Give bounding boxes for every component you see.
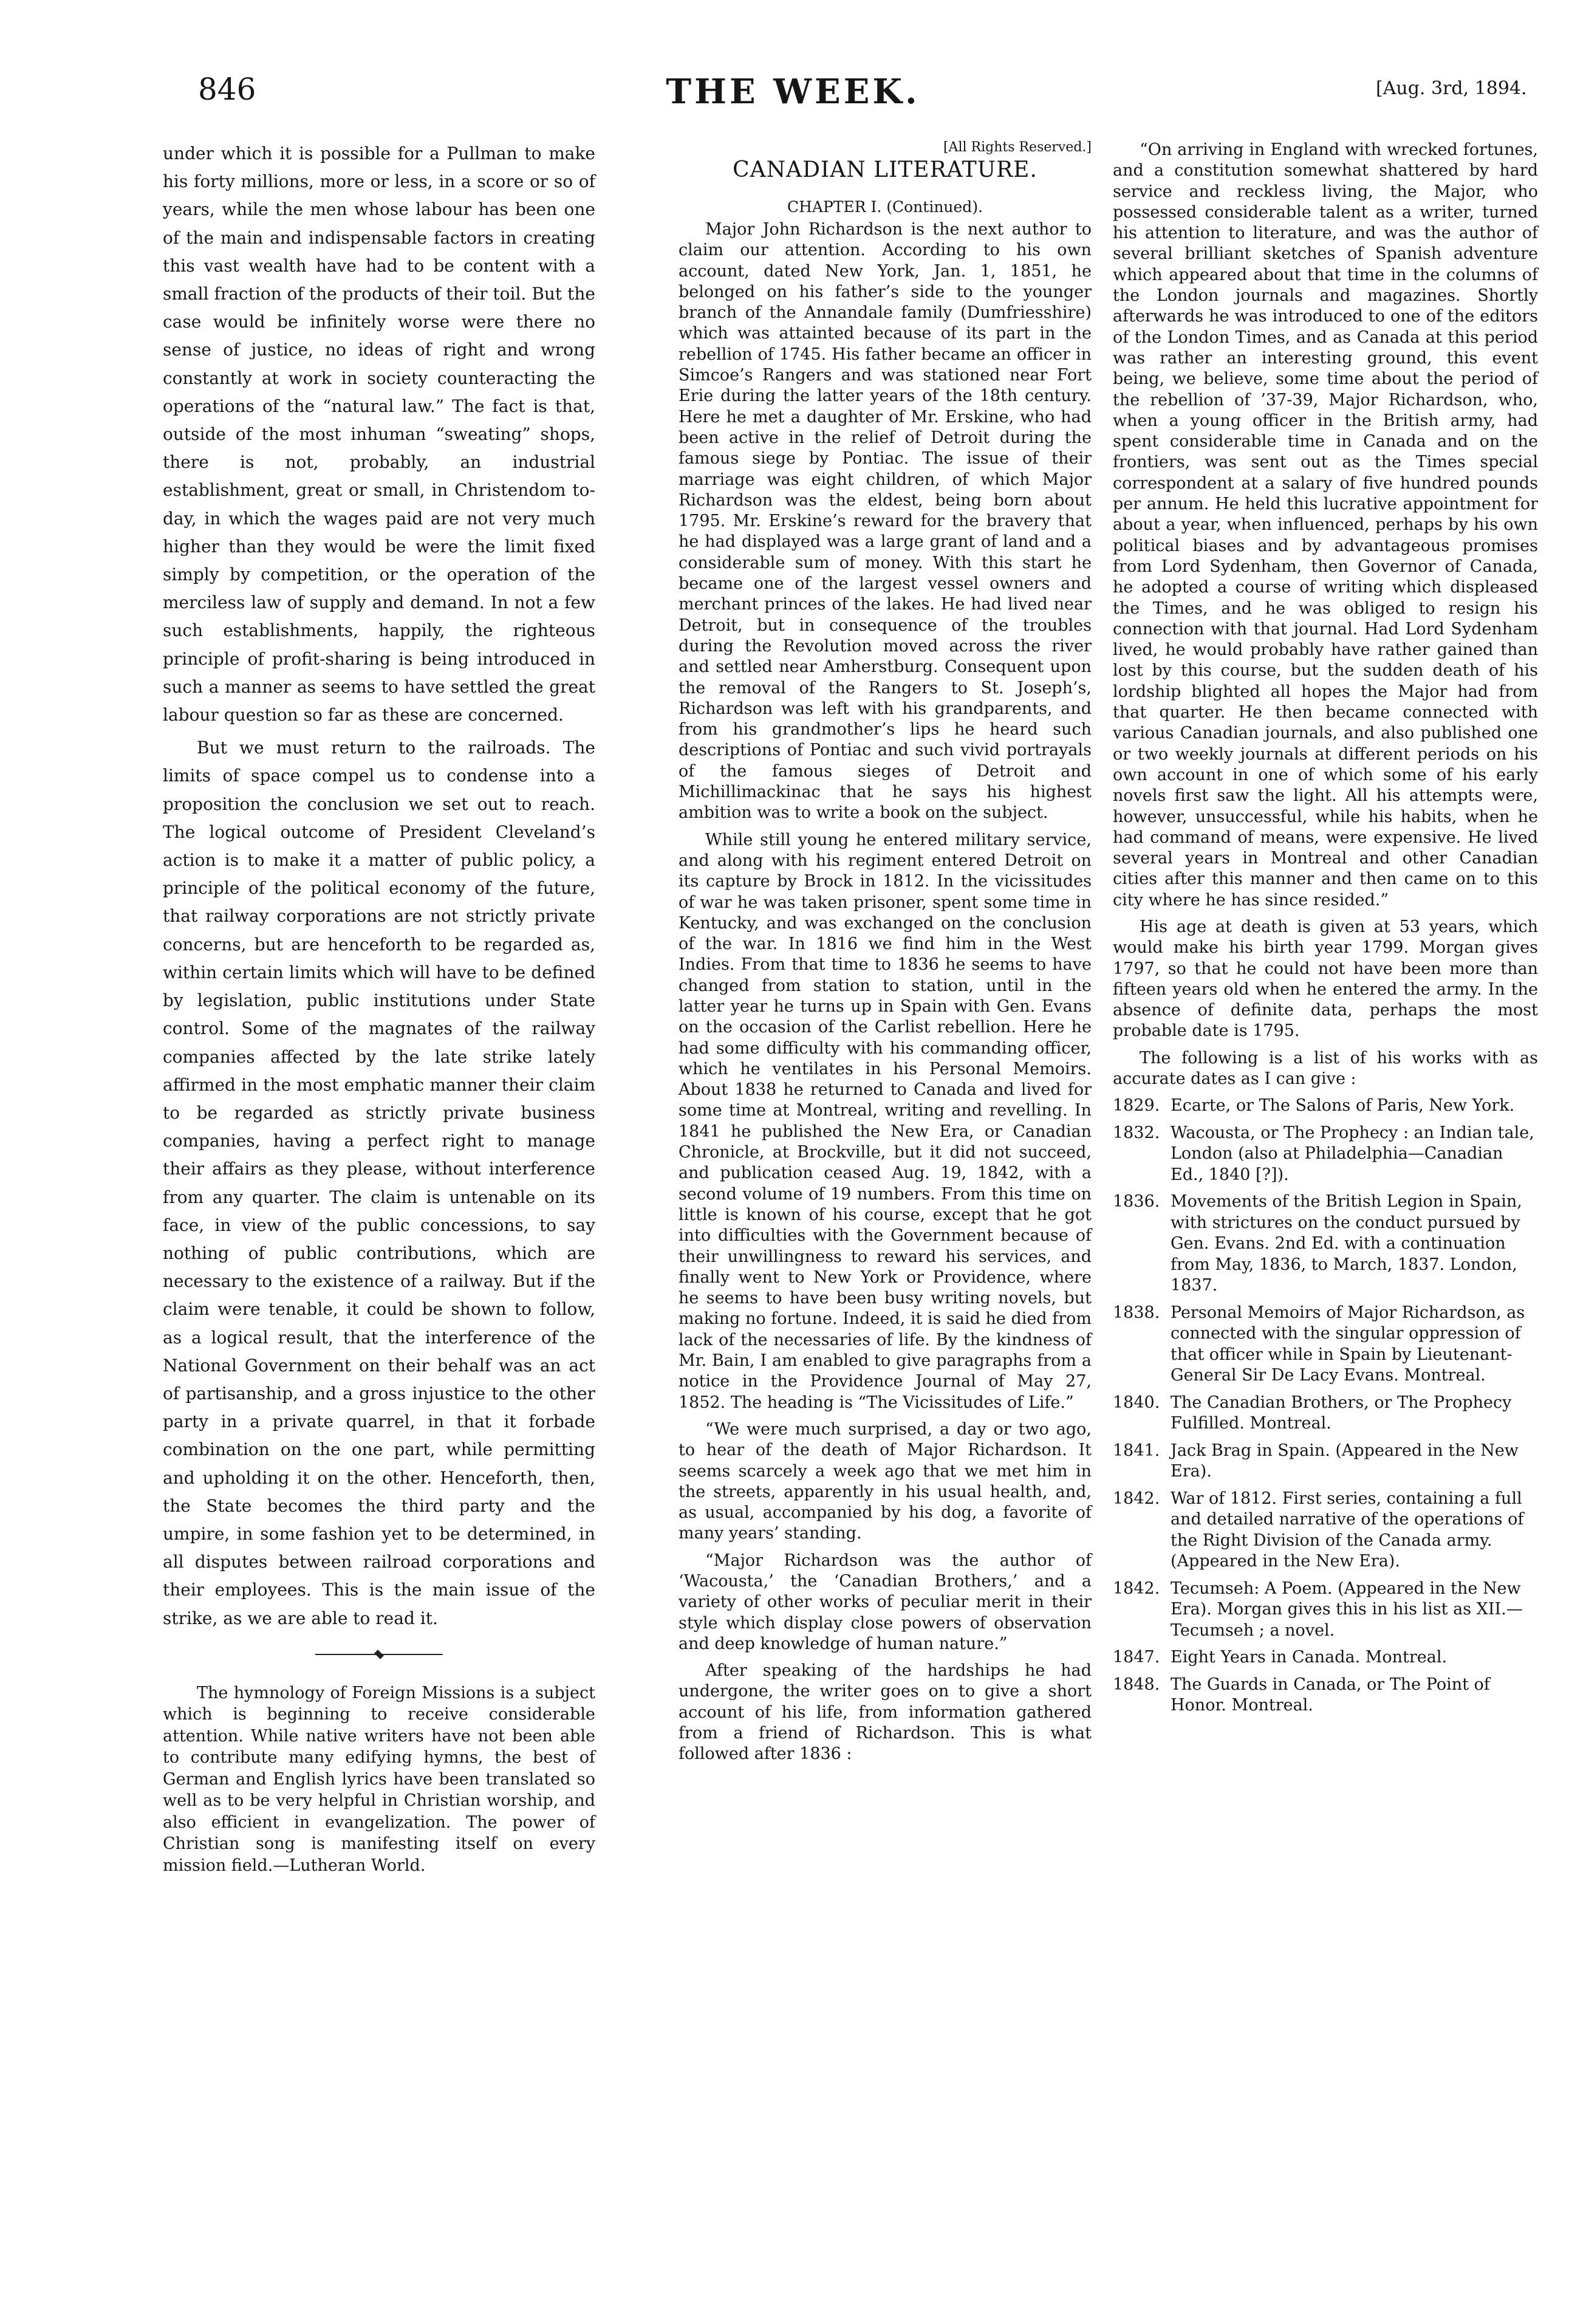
list-item bbox=[1113, 1647, 1538, 1668]
work-year: 1841. bbox=[1113, 1441, 1160, 1460]
work-year: 1842. bbox=[1113, 1489, 1160, 1508]
work-year: 1836. bbox=[1113, 1192, 1160, 1212]
work-title: Eight Years in Canada. Montreal. bbox=[1171, 1648, 1448, 1667]
work-year: 1840. bbox=[1113, 1393, 1160, 1412]
work-year: 1832. bbox=[1113, 1123, 1160, 1142]
col2-paragraph-3: “We were much surprised, a day or two ago, to hear of the death of Major Richardson. It seems scarcely a week ago that we met him in the streets, apparently in his usual health, and, as usual, accompanied by his dog, a favorite of many years’ standing. bbox=[678, 1419, 1092, 1543]
work-year: 1847. bbox=[1113, 1648, 1160, 1667]
work-title: Wacousta, or The Prophecy : an Indian tale, London (also at Philadelphia—Canadian Ed., 1840 [?]). bbox=[1171, 1123, 1534, 1184]
col2-paragraph-2: While still young he entered military service, and along with his regiment entered Detroit on its capture by Brock in 1812. In the vicissitudes of war he was taken prisoner, spent some time in Kentucky, and was exchanged on the conclusion of the war. In 1816 we find him in the West Indies. From that time to 1836 he seems to have changed from station to station, until in the latter year he turns up in Spain with Gen. Evans on the occasion of the Carlist rebellion. Here he had some difficulty with his commanding officer, which he ventilates in his Personal Memoirs. About 1838 he returned to Canada and lived for some time at Montreal, writing and revelling. In 1841 he published the New Era, or Canadian Chronicle, at Brockville, but it did not succeed, and publication ceased Aug. 19, 1842, with a second volume of 19 numbers. From this time on little is known of his course, except that he got into difficulties with the Government because of their unwillingness to reward his services, and finally went to New York or Providence, where he seems to have been busy writing novels, but making no fortune. Indeed, it is said he died from lack of the necessaries of life. By the kindness of Mr. Bain, I am enabled to give paragraphs from a notice in the Providence Journal of May 27, 1852. The heading is “The Vicissitudes of Life.” bbox=[678, 830, 1092, 1412]
list-item bbox=[1113, 1489, 1538, 1572]
work-year: 1842. bbox=[1113, 1578, 1160, 1598]
column-1 bbox=[163, 140, 595, 2300]
column-3 bbox=[1113, 140, 1538, 2300]
list-item bbox=[1113, 1674, 1538, 1716]
col1-paragraph-2: But we must return to the railroads. The limits of space compel us to condense into a proposition the conclusion we set out to reach. The logical outcome of President Cleveland’s action is to make it a matter of public policy, a principle of the political economy of the future, that railway corporations are not strictly private concerns, but are henceforth to be regarded as, within certain limits which will have to be defined by legislation, public institutions under State control. Some of the magnates of the railway companies affected by the late strike lately affirmed in the most emphatic manner their claim to be regarded as strictly private business companies, having a perfect right to manage their affairs as they please, without interference from any quarter. The claim is untenable on its face, in view of the public concessions, to say nothing of public contributions, which are necessary to the existence of a railway. But if the claim were tenable, it could be shown to follow, as a logical result, that the interference of the National Government on their behalf was an act of partisanship, and a gross injustice to the other party in a private quarrel, in that it forbade combination on the one part, while permitting and upholding it on the other. Henceforth, then, the State becomes the third party and the umpire, in some fashion yet to be determined, in all disputes between railroad corporations and their employees. This is the main issue of the strike, as we are able to read it. bbox=[163, 738, 595, 1628]
list-item bbox=[1113, 1191, 1538, 1297]
rights-notice: [All Rights Reserved.] bbox=[943, 140, 1092, 155]
work-year: 1838. bbox=[1113, 1303, 1160, 1322]
work-year: 1848. bbox=[1113, 1674, 1160, 1694]
column-2 bbox=[678, 140, 1092, 2300]
list-item bbox=[1113, 1095, 1538, 1117]
masthead bbox=[0, 72, 1586, 126]
list-item bbox=[1113, 1578, 1538, 1642]
section-divider-ornament bbox=[315, 1651, 443, 1658]
work-title: Jack Brag in Spain. (Appeared in the New Era). bbox=[1171, 1441, 1519, 1481]
issue-date: [Aug. 3rd, 1894. bbox=[1376, 78, 1527, 99]
work-title: Personal Memoirs of Major Richardson, as connected with the singular oppression of that officer while in Spain by Lieutenant-General Sir De Lacy Evans. Montreal. bbox=[1171, 1303, 1525, 1385]
list-item bbox=[1113, 1441, 1538, 1482]
work-title: Movements of the British Legion in Spain, with strictures on the conduct pursued by Gen. Evans. 2nd Ed. with a continuation from May, 1836, to March, 1837. London, 1837. bbox=[1171, 1192, 1522, 1295]
works-list bbox=[1113, 1095, 1538, 1716]
work-title: Ecarte, or The Salons of Paris, New York. bbox=[1171, 1096, 1515, 1116]
col3-paragraph-1: “On arriving in England with wrecked fortunes, and a constitution somewhat shattered by hard service and reckless living, the Major, who possessed considerable talent as a writer, turned his attention to literature, and was the author of several brilliant sketches of Spanish adventure which appeared about that time in the columns of the London journals and magazines. Shortly afterwards he was introduced to one of the editors of the London Times, and as Canada at this period was rather an interesting ground, this event being, we believe, some time about the period of the rebellion of ’37-39, Major Richardson, who, when a young officer in the British army, had spent considerable time in Canada and on the frontiers, was sent out as the Times special correspondent at a salary of five hundred pounds per annum. He held this lucrative appointment for about a year, when influenced, perhaps by his own political biases and by advantageous promises from Lord Sydenham, then Governor of Canada, he adopted a course of writing which displeased the Times, and he was obliged to resign his connection with that journal. Had Lord Sydenham lived, he would probably have rather gained than lost by this course, but the sudden death of his lordship blighted all hopes the Major had from that quarter. He then became connected with various Canadian journals, and also published one or two weekly journals at different periods on his own account in one of which some of his early novels first saw the light. All his attempts were, however, unsuccessful, while his habits, when he had command of means, were expensive. He lived several years in Montreal and other Canadian cities after this manner and then came on to this city where he has since resided.” bbox=[1113, 140, 1538, 910]
list-item bbox=[1113, 1393, 1538, 1435]
col1-paragraph-1: under which it is possible for a Pullman to make his forty millions, more or less, in a score or so of years, while the men whose labour has been one of the main and indispensable factors in creating this vast wealth have had to be content with a small fraction of the products of their toil. But the case would be infinitely worse were there no sense of justice, no ideas of right and wrong constantly at work in society counteracting the operations of the “natural law.” The fact is that, outside of the most inhuman “sweating” shops, there is not, probably, an industrial establishment, great or small, in Christendom to-day, in which the wages paid are not very much higher than they would be were the limit fixed simply by competition, or the operation of the merciless law of supply and demand. In not a few such establishments, happily, the righteous principle of profit-sharing is being introduced in such a manner as seems to have settled the great labour question so far as these are concerned. bbox=[163, 143, 595, 725]
page-number: 846 bbox=[198, 72, 256, 107]
missions-paragraph: The hymnology of Foreign Missions is a subject which is beginning to receive considerable attention. While native writers have not been able to contribute many edifying hymns, the best of German and English lyrics have been translated so well as to be very helpful in Christian worship, and also efficient in evangelization. The power of Christian song is manifesting itself on every mission field.—Lutheran World. bbox=[163, 1683, 595, 1875]
work-title: The Guards in Canada, or The Point of Honor. Montreal. bbox=[1171, 1674, 1490, 1715]
col3-paragraph-3: The following is a list of his works with as accurate dates as I can give : bbox=[1113, 1048, 1538, 1089]
section-title: CANADIAN LITERATURE. bbox=[733, 157, 1037, 182]
work-year: 1829. bbox=[1113, 1096, 1160, 1116]
col2-paragraph-5: After speaking of the hardships he had undergone, the writer goes on to give a short account of his life, from information gathered from a friend of Richardson. This is what followed after 1836 : bbox=[678, 1661, 1092, 1764]
col2-paragraph-4: “Major Richardson was the author of ‘Wacousta,’ the ‘Canadian Brothers,’ and a variety of other works of peculiar merit in their style which display close powers of observation and deep knowledge of human nature.” bbox=[678, 1551, 1092, 1653]
col2-paragraph-1: Major John Richardson is the next author to claim our attention. According to his own account, dated New York, Jan. 1, 1851, he belonged on his father’s side to the younger branch of the Annandale family (Dumfriesshire) which was attainted because of its part in the rebellion of 1745. His father became an officer in Simcoe’s Rangers and was stationed near Fort Erie during the latter years of the 18th century. Here he met a daughter of Mr. Erskine, who had been active in the relief of Detroit during the famous siege by Pontiac. The issue of their marriage was eight children, of which Major Richardson was the eldest, being born about 1795. Mr. Erskine’s reward for the bravery that he had displayed was a large grant of land and a considerable sum of money. With this start he became one of the largest vessel owners and merchant princes of the lakes. He had lived near Detroit, but in consequence of the troubles during the Revolution moved across the river and settled near Amherstburg. Consequent upon the removal of the Rangers to St. Joseph’s, Richardson was left with his grandparents, and from his grandmother’s lips he heard such descriptions of Pontiac and such vivid portrayals of the famous sieges of Detroit and Michillimackinac that he says his highest ambition was to write a book on the subject. bbox=[678, 220, 1092, 823]
list-item bbox=[1113, 1123, 1538, 1186]
work-title: Tecumseh: A Poem. (Appeared in the New Era). Morgan gives this in his list as XII.—Tecumseh ; a novel. bbox=[1171, 1578, 1523, 1640]
work-title: The Canadian Brothers, or The Prophecy Fulfilled. Montreal. bbox=[1171, 1393, 1512, 1433]
work-title: War of 1812. First series, containing a full and detailed narrative of the operations of the Right Division of the Canada army. (Appeared in the New Era). bbox=[1171, 1489, 1524, 1571]
journal-title: THE WEEK. bbox=[666, 72, 920, 112]
list-item bbox=[1113, 1303, 1538, 1387]
chapter-heading: CHAPTER I. (Continued). bbox=[787, 198, 983, 216]
col3-paragraph-2: His age at death is given at 53 years, which would make his birth year 1799. Morgan gives 1797, so that he could not have been more than fifteen years old when he entered the army. In the absence of definite data, perhaps the most probable date is 1795. bbox=[1113, 917, 1538, 1041]
